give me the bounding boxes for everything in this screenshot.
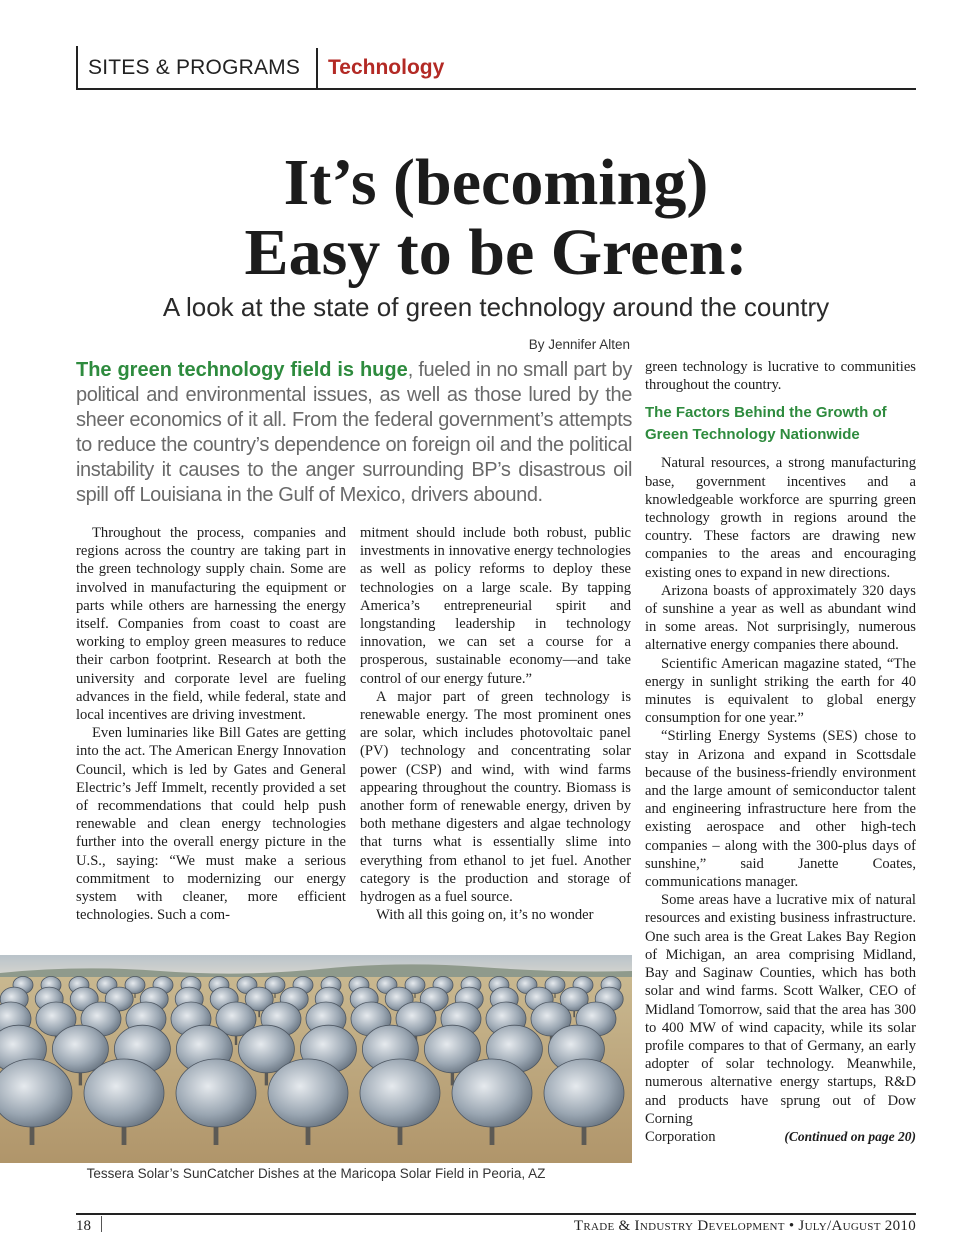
col3-paragraph-5: Some areas have a lucrative mix of natural resources and existing business infrastructure. One such area is the Great Lakes Bay Region of Michigan, an area comprising Midland, Bay and Saginaw Counties, which has both solar and wind farms. Scott Walker, CEO of Midland Tomorrow, said that the area has 300 to 400 MW of wind capacity, while its solar profile compares to that of Germany, an early adopter of solar technology. Meanwhile, numerous alternative energy startups, R&D and products have sprung out of Dow Corning <box>645 892 916 1127</box>
col2-paragraph-1: mitment should include both robust, public investments in innovative energy technologies as well as policy reforms to deploy these technologies on a large scale. By tapping America’s entrepreneurial spirit and longstanding leadership in technology innovation, we can set a course for a prosperous, sustainable economy—and take control of our energy future.” <box>360 525 631 687</box>
col3-paragraph-3: Scientific American magazine stated, “The energy in sunlight striking the earth for 40 minutes is equivalent to global energy consumption for one year.” <box>645 655 916 727</box>
solar-dishes-illustration <box>0 955 632 1163</box>
header-left-rule <box>76 46 78 88</box>
col2-paragraph-2: A major part of green technology is renewable energy. The most prominent ones are solar, which includes photovoltaic panel (PV) technology and concentrating solar power (CSP) and wind, with wind farms appearing throughout the country. Biomass is another form of renewable energy, driven by both methane digesters and algae technology that turns what is essentially slime into everything from ethanol to jet fuel. Another category is the production and storage of hydrogen as a fuel source. <box>360 688 631 906</box>
intro-paragraph <box>76 358 632 508</box>
col1-paragraph-1: Throughout the process, companies and regions across the country are taking part in the green technology supply chain. Some are involved in manufacturing the equipment or parts while others are harnessing the energy itself. Companies from coast to coast are working to employ green measures to reduce their carbon footprint. Research at both the university and corporate level are fueling advances in the field, while federal, state and local incentives are driving investment. <box>76 525 346 724</box>
col3-paragraph-4: “Stirling Energy Systems (SES) chose to stay in Arizona and expand in Scottsdale because of the business-friendly environment and the large amount of semiconductor talent and engineering infrastructure here from the existing aerospace and other high-tech companies – along with the 300-plus days of sunshine,” said Janette Coates, communications manager. <box>645 728 916 891</box>
continued-note: (Continued on page 20) <box>784 1128 916 1144</box>
col3-paragraph-2: Arizona boasts of approximately 320 days of sunshine a year as well as abundant wind in some areas. Not surprisingly, numerous alternative energy companies there abound. <box>645 582 916 654</box>
article-subtitle: A look at the state of green technology around the country <box>162 292 830 322</box>
photo-caption: Tessera Solar’s SunCatcher Dishes at the Maricopa Solar Field in Peoria, AZ <box>86 1166 546 1181</box>
column-3 <box>645 358 916 1146</box>
header-separator <box>316 48 318 88</box>
byline: By Jennifer Alten <box>528 337 630 352</box>
title-line-1: It’s (becoming) <box>283 146 709 219</box>
article-title <box>76 148 916 288</box>
section-label: SITES & PROGRAMS <box>88 56 301 79</box>
intro-rest: , fueled in no small part by political and environmental issues, as well as those lured by the sheer economics of it all. From the federal government’s attempts to reduce the country’s dependence on foreign oil and the political instability it causes to the anger surrounding BP’s disastrous oil spill off Louisiana in the Gulf of Mexico, drivers abound. <box>76 359 632 506</box>
magazine-info: Trade & Industry Development • July/August 2010 <box>573 1218 916 1234</box>
col3-heading: The Factors Behind the Growth of Green Technology Nationwide <box>645 404 887 444</box>
footer-rule <box>76 1213 916 1215</box>
page-number: 18 <box>76 1218 91 1234</box>
col3-paragraph-1: Natural resources, a strong manufacturing base, government incentives and a knowledgeable workforce are spurring green technology growth in regions around the country. These factors are drawing new companies to the areas and encouraging existing ones to expand in new directions. <box>645 455 916 581</box>
intro-lead: The green technology field is huge <box>76 359 408 381</box>
topic-label: Technology <box>328 56 445 79</box>
col3-last-word: Corporation <box>645 1128 716 1145</box>
title-line-2: Easy to be Green: <box>244 216 748 289</box>
col3-paragraph-top: green technology is lucrative to communities throughout the country. <box>645 359 916 394</box>
column-1 <box>76 524 346 924</box>
solar-dishes-photo <box>0 955 632 1163</box>
col1-paragraph-2: Even luminaries like Bill Gates are getting into the act. The American Energy Innovation Council, which is led by Gates and General Electric’s Jeff Immelt, recently provided a set of recommendations that could help push renewable and clean energy technologies further into the overall energy picture in the U.S., saying: “We must make a serious commitment to modernizing our energy system with cleaner, more efficient technologies. Such a com- <box>76 725 346 924</box>
col3-last-line <box>645 1128 916 1146</box>
page-number-divider <box>101 1216 102 1232</box>
section-header <box>76 44 916 90</box>
column-2 <box>360 524 631 924</box>
col2-paragraph-3: With all this going on, it’s no wonder <box>376 907 594 924</box>
